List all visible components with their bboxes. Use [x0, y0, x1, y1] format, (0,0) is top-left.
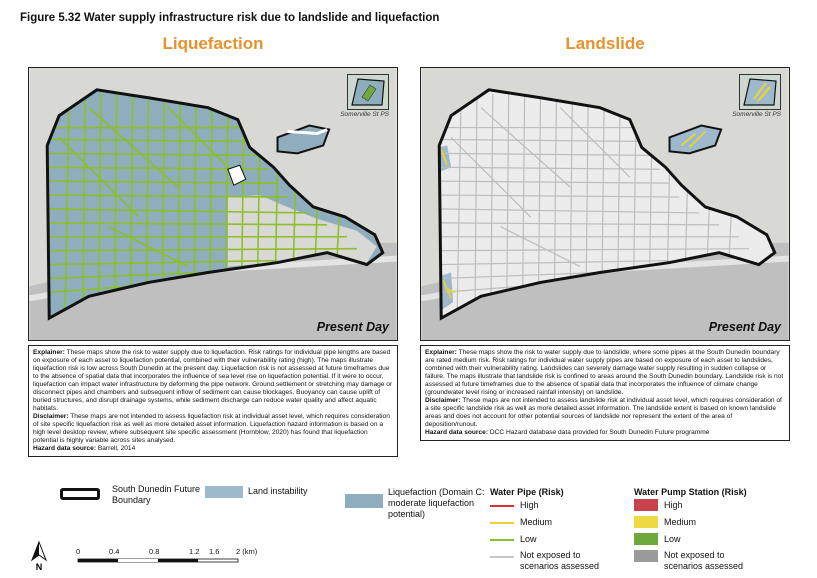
legend-pump-high: High [664, 500, 683, 510]
scale-tick: 1.6 [209, 547, 220, 556]
disclaimer-label: Disclaimer: [425, 397, 461, 404]
pump-not-exposed-swatch [634, 550, 658, 562]
explainer-label: Explainer: [33, 349, 65, 356]
water-pump-legend-title: Water Pump Station (Risk) [634, 487, 747, 497]
landslide-explainer [420, 345, 790, 441]
legend-pipe-medium: Medium [520, 517, 553, 527]
legend-pump-medium: Medium [664, 517, 697, 527]
water-pipe-legend-title: Water Pipe (Risk) [490, 487, 564, 497]
legend-land-instability: Land instability [248, 486, 308, 496]
pump-medium-swatch [634, 516, 658, 528]
north-arrow-icon [28, 540, 50, 572]
legend-pipe-low: Low [520, 534, 537, 544]
present-day-label: Present Day [316, 320, 389, 334]
disclaimer-text: These maps are not intended to assess landslide risk at individual asset level, which requires consideration of a site specific landslide risk as well as more detailed asset information. The landslide extent is based on known landslide areas and does not account for other potential sources of landslide nor represent the extent of the area of deposition/runout. [425, 397, 782, 428]
liquefaction-swatch [345, 494, 383, 508]
north-label: N [35, 562, 43, 572]
landslide-panel-title: Landslide [565, 34, 645, 53]
explainer-text: These maps show the risk to water supply due to landslide, where some pipes at the South Dunedin boundary are rated medium risk. Risk ratings for individual water supply pipes are based on exposure of each asset to landslides, combined with their vulnerability rating. Landslides can severely damage water supply resulting in sudden collapse or failure. The maps illustrate that landslide risk is confined to areas around the South Dunedin boundary. Landslide risk is not assessed at future timeframes due to the absence of spatial data that incorporates the influence of climate change (groundwater level rising or increased rainfall intensity) on landslide. [425, 349, 784, 396]
landslide-map[interactable] [420, 67, 790, 341]
inset-label: Somerville St PS [732, 111, 781, 118]
figure-title: Figure 5.32 Water supply infrastructure risk due to landslide and liquefaction [20, 12, 440, 24]
scale-tick: 0.8 [149, 547, 160, 556]
disclaimer-text: These maps are not intended to assess liquefaction risk at individual asset level, which requires consideration of site specific liquefaction risk as well as more detailed asset information. Liquefaction hazard information is based on a high level desktop review, where subsequent site specific assessment (Hornblow, 2020) has found that liquefaction potential is highly variable across sites analysed. [33, 413, 390, 444]
scale-tick: 0.4 [109, 547, 120, 556]
legend-pipe-not-exposed: Not exposed to scenarios assessed [520, 550, 600, 571]
legend-boundary: South Dunedin Future Boundary [112, 484, 201, 505]
source-text: Barrell, 2014 [96, 445, 136, 452]
disclaimer-label: Disclaimer: [33, 413, 69, 420]
boundary-swatch [60, 488, 100, 500]
liquefaction-map-svg [29, 68, 397, 340]
pump-low-swatch [634, 533, 658, 545]
source-text: DCC Hazard database data provided for South Dunedin Future programme [488, 429, 710, 436]
inset-map [347, 74, 389, 110]
pipe-medium-swatch [490, 522, 514, 524]
liquefaction-panel-title: Liquefaction [162, 34, 264, 53]
explainer-text: These maps show the risk to water supply due to liquefaction. Risk ratings for individual pipe lengths are based on exposure of each asset to liquefaction potential, combined with their vulnerability rating (high). The maps illustrate liquefaction risk is low across South Dunedin at the present day. Liquefaction risk is not assessed at future timeframes due to the absence of spatial data that incorporates the influence of sea level rise on liquefaction potential. If it were to occur, liquefaction can impact water infrastructure by deforming the pipe network. Ground settlement or stretching may damage or disconnect pipes and chambers and subsequent inflow of sediment can cause blockages. Buoyancy can cause uplift of buried structures, and disrupt drainage systems, while sediment discharge can reduce water quality and affect aquatic habitats. [33, 349, 393, 412]
scale-tick: 2 (km) [236, 547, 258, 556]
pipe-high-swatch [490, 505, 514, 507]
inset-map [739, 74, 781, 110]
legend-pump-not-exposed: Not exposed to scenarios assessed [664, 550, 744, 571]
legend-pipe-high: High [520, 500, 539, 510]
legend-pump-low: Low [664, 534, 681, 544]
source-label: Hazard data source: [33, 445, 97, 452]
scale-bar [62, 545, 262, 565]
liquefaction-explainer [28, 345, 398, 457]
inset-label: Somerville St PS [340, 111, 389, 118]
source-label: Hazard data source: [425, 429, 489, 436]
explainer-label: Explainer: [425, 349, 457, 356]
scale-tick: 1.2 [189, 547, 200, 556]
pump-high-swatch [634, 499, 658, 511]
landslide-map-svg [421, 68, 789, 340]
present-day-label: Present Day [708, 320, 781, 334]
legend-liquefaction: Liquefaction (Domain C: moderate liquefaction potential) [388, 487, 485, 519]
land-instability-swatch [205, 486, 243, 498]
scale-tick: 0 [76, 547, 81, 556]
pipe-low-swatch [490, 539, 514, 541]
liquefaction-map[interactable] [28, 67, 398, 341]
pipe-not-exposed-swatch [490, 556, 514, 558]
